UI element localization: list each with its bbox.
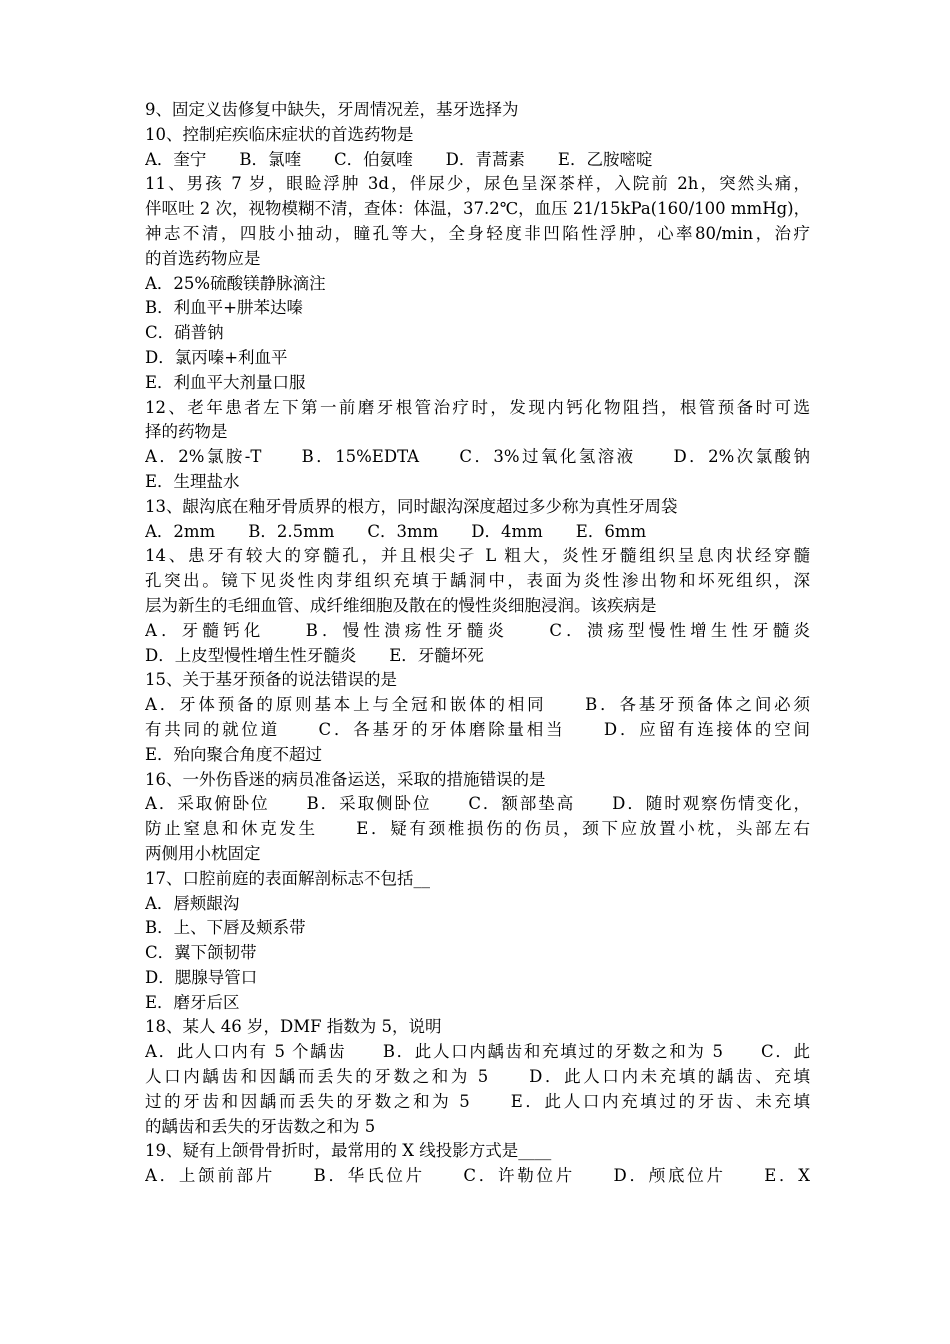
text-line: A．上颌前部片 B．华氏位片 C．许勒位片 D．颅底位片 E．X: [145, 1166, 810, 1186]
text-line: 神志不清，四肢小抽动，瞳孔等大，全身轻度非凹陷性浮肿，心率80/min，治疗: [145, 223, 810, 243]
text-line: A．25%硫酸镁静脉滴注: [145, 273, 326, 293]
text-line: A．此人口内有 5 个龋齿 B．此人口内龋齿和充填过的牙数之和为 5 C．此: [145, 1042, 810, 1062]
text-line: C．翼下颌韧带: [145, 943, 257, 963]
text-line: 人口内龋齿和因龋而丢失的牙数之和为 5 D．此人口内未充填的龋齿、充填: [145, 1067, 810, 1087]
text-line: 防止窒息和休克发生 E．疑有颈椎损伤的伤员，颈下应放置小枕，头部左右: [145, 819, 810, 839]
text-line: A．牙体预备的原则基本上与全冠和嵌体的相同 B．各基牙预备体之间必须: [145, 695, 810, 715]
text-line: 14、患牙有较大的穿髓孔，并且根尖孑 L 粗大，炎性牙髓组织呈息肉状经穿髓: [145, 546, 810, 566]
text-line: A．唇颊龈沟: [145, 893, 240, 913]
text-line: E．殆向聚合角度不超过: [145, 744, 323, 764]
text-line: A．2%氯胺-T B．15%EDTA C．3%过氧化氢溶液 D．2%次氯酸钠: [145, 447, 810, 467]
text-line: 16、一外伤昏迷的病员准备运送，采取的措施错误的是: [145, 769, 546, 789]
text-line: 12、老年患者左下第一前磨牙根管治疗时，发现内钙化物阻挡，根管预备时可选: [145, 397, 810, 417]
text-line: A．奎宁 B．氯喹 C．伯氨喹 D．青蒿素 E．乙胺嘧啶: [145, 149, 653, 169]
text-line: A．牙髓钙化 B．慢性溃疡性牙髓炎 C．溃疡型慢性增生性牙髓炎: [145, 620, 810, 640]
text-line: A．采取俯卧位 B．采取侧卧位 C．额部垫高 D．随时观察伤情变化，: [145, 794, 810, 814]
text-line: B．上、下唇及颊系带: [145, 918, 306, 938]
document-page: [145, 98, 810, 1189]
text-line: 层为新生的毛细血管、成纤维细胞及散在的慢性炎细胞浸润。该疾病是: [145, 595, 657, 615]
text-line: 伴呕吐 2 次，视物模糊不清，查体：体温，37.2℃，血压 21/15kPa(160/100 mmHg)，: [145, 199, 810, 219]
text-line: 15、关于基牙预备的说法错误的是: [145, 670, 397, 690]
text-line: 的首选药物应是: [145, 248, 261, 268]
text-line: E．利血平大剂量口服: [145, 372, 306, 392]
text-line: 18、某人 46 岁，DMF 指数为 5，说明: [145, 1017, 442, 1037]
text-line: 孔突出。镜下见炎性肉芽组织充填于龋洞中，表面为炎性渗出物和坏死组织，深: [145, 571, 810, 591]
text-line: E．生理盐水: [145, 471, 240, 491]
text-line: E．磨牙后区: [145, 992, 240, 1012]
text-line: A．2mm B．2.5mm C．3mm D．4mm E．6mm: [145, 521, 647, 541]
text-line: 13、龈沟底在釉牙骨质界的根方，同时龈沟深度超过多少称为真性牙周袋: [145, 496, 678, 516]
text-line: 择的药物是: [145, 422, 228, 442]
text-line: C．硝普钠: [145, 323, 224, 343]
text-line: 17、口腔前庭的表面解剖标志不包括__: [145, 868, 430, 888]
text-line: D．腮腺导管口: [145, 967, 258, 987]
text-line: B．利血平+肼苯达嗪: [145, 298, 303, 318]
text-line: 19、疑有上颌骨骨折时，最常用的 X 线投影方式是____: [145, 1141, 552, 1161]
text-line: 9、固定义齿修复中缺失，牙周情况差，基牙选择为: [145, 100, 519, 119]
text-line: D．氯丙嗪+利血平: [145, 347, 288, 367]
text-line: 过的牙齿和因龋而丢失的牙数之和为 5 E．此人口内充填过的牙齿、未充填: [145, 1091, 810, 1111]
text-line: 10、控制疟疾临床症状的首选药物是: [145, 124, 414, 144]
text-line: 的龋齿和丢失的牙齿数之和为 5: [145, 1116, 376, 1136]
text-line: 两侧用小枕固定: [145, 843, 261, 863]
text-line: 11、男孩 7 岁，眼睑浮肿 3d，伴尿少，尿色呈深茶样，入院前 2h，突然头痛，: [145, 174, 810, 194]
text-line: D．上皮型慢性增生性牙髓炎 E．牙髓坏死: [145, 645, 484, 665]
text-line: 有共同的就位道 C．各基牙的牙体磨除量相当 D．应留有连接体的空间: [145, 719, 810, 739]
